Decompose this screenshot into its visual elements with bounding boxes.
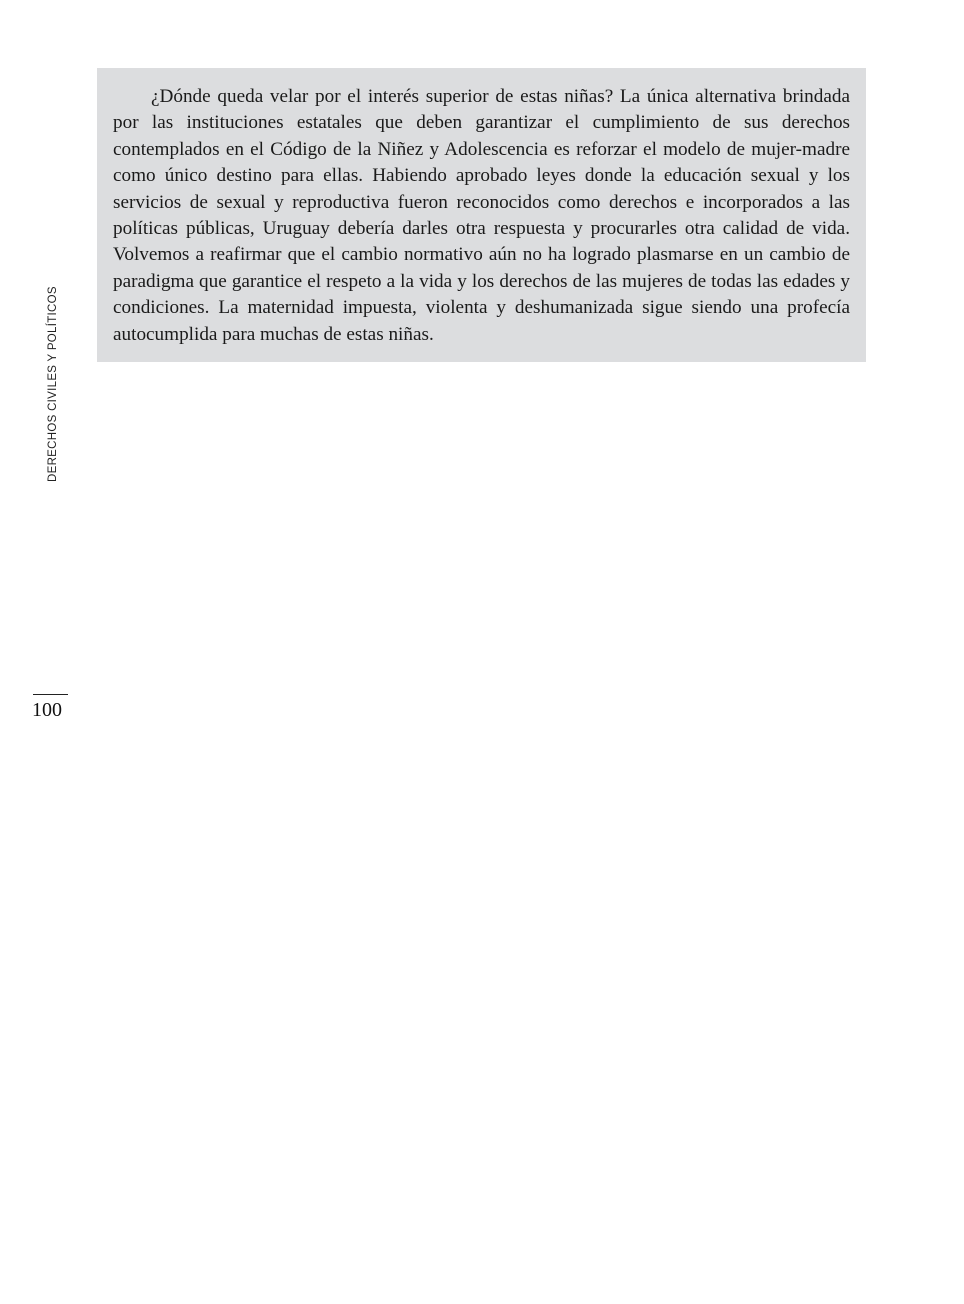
highlighted-text-box bbox=[97, 68, 866, 362]
running-header: DERECHOS CIVILES Y POLÍTICOS bbox=[47, 286, 59, 482]
page-number-rule bbox=[33, 694, 68, 695]
page-number: 100 bbox=[32, 699, 62, 721]
body-paragraph: ¿Dónde queda velar por el interés superior de estas niñas? La única alternativa brindada por las instituciones estatales que deben garantizar el cumplimiento de sus derechos contemplados en el Código de la Niñez y Adolescencia es reforzar el modelo de mujer-madre como único destino para ellas. Habiendo aprobado leyes donde la educación sexual y los servicios de sexual y reproductiva fueron reconocidos como derechos e incorporados a las políticas públicas, Uruguay debería darles otra respuesta y procurarles otra calidad de vida. Volvemos a reafirmar que el cambio normativo aún no ha logrado plasmarse en un cambio de paradigma que garantice el respeto a la vida y los derechos de las mujeres de todas las edades y condiciones. La maternidad impuesta, violenta y deshumanizada sigue siendo una profecía autocumplida para muchas de estas niñas. bbox=[113, 86, 850, 345]
